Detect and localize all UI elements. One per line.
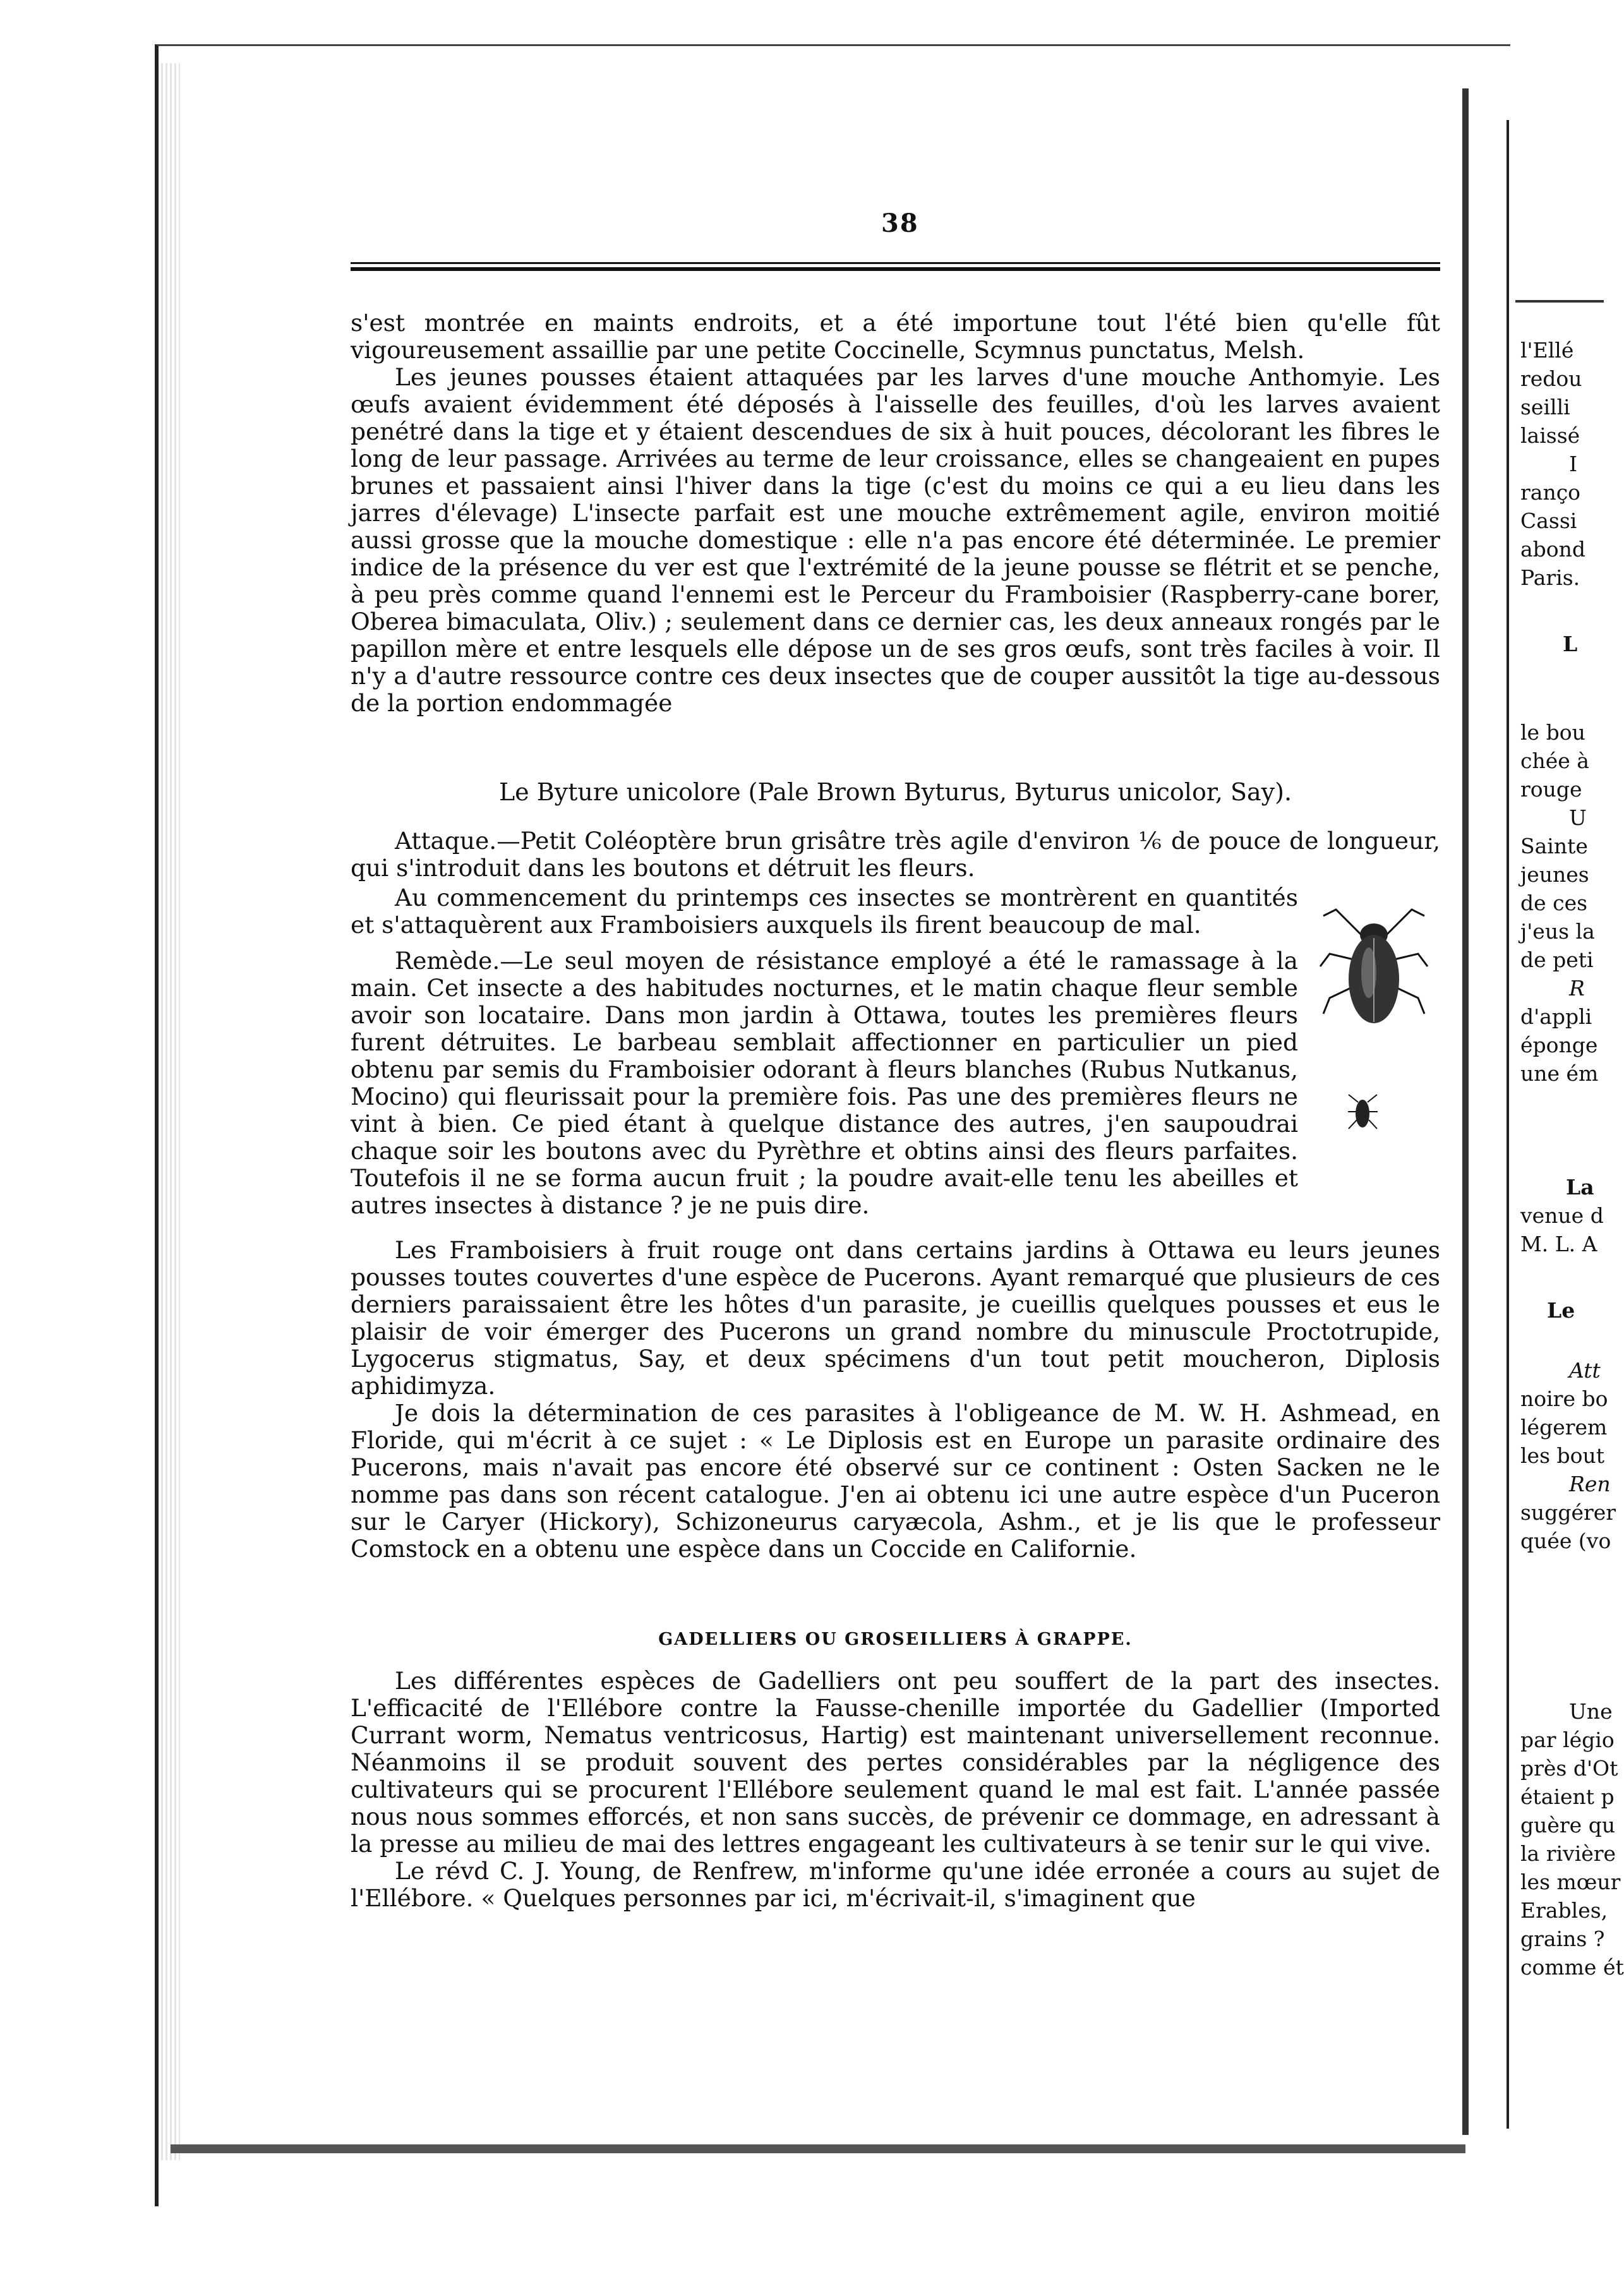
right-fragment: ranço xyxy=(1520,480,1581,505)
right-fragment: R xyxy=(1569,976,1585,1001)
section-intro xyxy=(351,310,1440,717)
gadelliers-block xyxy=(351,1668,1440,1912)
right-fragment: l'Ellé xyxy=(1520,338,1574,363)
right-fragment: les bout xyxy=(1520,1443,1605,1468)
right-fragment: j'eus la xyxy=(1520,919,1595,944)
right-fragment: La xyxy=(1566,1175,1594,1199)
paragraph-remede: Remède.—Le seul moyen de résistance employé a été le ramassage à la main. Cet insecte a des habitudes nocturnes, et le matin chaque fleur semble avoir son locataire. Dans mon jardin à Ottawa, toutes les premières fleurs furent détruites. Le barbeau semblait affectionner en particulier un pied obtenu par semis du Framboisier odorant à fleurs blanches (Rubus Nutkanus, Mocino) qui fleurissait pour la première fois. Pas une des premières fleurs ne vint à bien. Ce pied étant à quelque distance des autres, j'en saupoudrai chaque soir les boutons avec du Pyrèthre et obtins ainsi des fleurs parfaites. Toutefois il ne se forma aucun fruit ; la poudre avait-elle tenu les abeilles et autres insectes à distance ? je ne puis dire. xyxy=(351,947,1298,1219)
right-fragment: venue d xyxy=(1520,1203,1604,1228)
facing-page-rule xyxy=(1515,300,1604,303)
right-fragment: de peti xyxy=(1520,947,1594,972)
paragraph-gadelliers: Les différentes espèces de Gadelliers ont peu souffert de la part des insectes. L'efficacité de l'Ellébore contre la Fausse-chenille importée du Gadellier (Imported Currant worm, Nematus ventricosus, Hartig) est maintenant universellement reconnue. Néanmoins il se produit souvent des pertes considérables par la négligence des cultivateurs qui se procurent l'Ellébore seulement quand le mal est fait. L'année passée nous nous sommes efforcés, et non sans succès, de prévenir ce dommage, en adressant à la presse au milieu de mai des lettres engageant les cultivateurs à se tenir sur le qui vive. xyxy=(351,1667,1440,1858)
right-fragment: Paris. xyxy=(1520,565,1580,590)
right-fragment: Cassi xyxy=(1520,508,1577,533)
byture-attaque xyxy=(351,827,1440,882)
right-fragment: abond xyxy=(1520,537,1586,562)
right-fragment: Att xyxy=(1569,1358,1601,1383)
right-fragment: redou xyxy=(1520,366,1582,391)
page-right-edge xyxy=(1462,88,1469,2135)
right-fragment: M. L. A xyxy=(1520,1232,1597,1256)
paragraph-ashmead: Je dois la détermination de ces parasites à l'obligeance de M. W. H. Ashmead, en Floride, qui m'écrit à ce sujet : « Le Diplosis est en Europe un parasite ordinaire des Pucerons, mais n'avait pas encore été observé sur ce continent : Osten Sacken ne le nomme pas dans son récent catalogue. J'en ai obtenu ici une autre espèce d'un Puceron sur le Caryer (Hickory), Schizoneurus caryæcola, Ashm., et je lis que le professeur Comstock en a obtenu une espèce dans un Coccide en Californie. xyxy=(351,1399,1440,1563)
right-fragment: les mœur xyxy=(1520,1870,1621,1894)
right-fragment: suggérer xyxy=(1520,1500,1616,1525)
right-fragment: rouge xyxy=(1520,777,1582,802)
right-fragment: chée à xyxy=(1520,748,1589,773)
right-fragment: laissé xyxy=(1520,423,1580,448)
right-fragment: Erables, xyxy=(1520,1898,1608,1923)
right-fragment: comme ét xyxy=(1520,1955,1624,1980)
right-fragment: L xyxy=(1563,632,1578,656)
right-fragment: Sainte xyxy=(1520,834,1588,858)
beetle-illustration xyxy=(1311,897,1437,1036)
header-rule xyxy=(351,262,1440,271)
paragraph-anthomyie: Les jeunes pousses étaient attaquées par les larves d'une mouche Anthomyie. Les œufs avaient évidemment été déposés à l'aisselle des feuilles, d'où les larves avaient penétré dans la tige et y étaient descendues de six à huit pouces, décolorant les fibres le long de leur passage. Arrivées au terme de leur croissance, elles se changeaient en pupes brunes et passaient ainsi l'hiver dans la tige (c'est du moins ce qui a eu lieu dans les jarres d'élevage) L'insecte parfait est une mouche extrêmement agile, environ moitié aussi grosse que la mouche domestique : elle n'a pas encore été déterminée. Le premier indice de la présence du ver est que l'extrémité de la jeune pousse se flétrit et se penche, à peu près comme quand l'ennemi est le Perceur du Framboisier (Raspberry-cane borer, Oberea bimaculata, Oliv.) ; seulement dans ce dernier cas, les deux anneaux rongés par le papillon mère et entre lesquels elle dépose un de ses gros œufs, sont très faciles à voir. Il n'y a d'autre ressource contre ces deux insectes que de couper aussitôt la tige au-dessous de la portion endommagée xyxy=(351,363,1440,717)
right-fragment: près d'Ot xyxy=(1520,1756,1618,1781)
gadelliers-heading: GADELLIERS OU GROSEILLIERS À GRAPPE. xyxy=(658,1630,1133,1649)
right-fragment: Ren xyxy=(1569,1472,1611,1496)
right-fragment: U xyxy=(1569,805,1587,830)
right-fragment: guère qu xyxy=(1520,1813,1616,1837)
byture-wrap-block xyxy=(351,884,1298,939)
right-fragment: Une xyxy=(1569,1699,1613,1724)
right-fragment: d'appli xyxy=(1520,1004,1592,1029)
right-fragment: quée (vo xyxy=(1520,1529,1611,1553)
paragraph-young: Le révd C. J. Young, de Renfrew, m'informe qu'une idée erronée a cours au sujet de l'Ellébore. « Quelques personnes par ici, m'écrivait-il, s'imaginent que xyxy=(351,1857,1440,1912)
paragraph-continued: s'est montrée en maints endroits, et a été importune tout l'été bien qu'elle fût vigoureusement assaillie par une petite Coccinelle, Scymnus punctatus, Melsh. xyxy=(351,309,1440,364)
right-fragment: une ém xyxy=(1520,1061,1599,1086)
paragraph-printemps: Au commencement du printemps ces insectes se montrèrent en quantités et s'attaquèrent aux Framboisiers auxquels ils firent beaucoup de mal. xyxy=(351,884,1298,939)
right-fragment: Le xyxy=(1547,1298,1575,1323)
small-beetle-illustration xyxy=(1345,1090,1380,1134)
page-number: 38 xyxy=(881,208,919,238)
right-fragment: I xyxy=(1569,452,1578,476)
right-fragment: légerem xyxy=(1520,1415,1608,1440)
paragraph-attaque: Attaque.—Petit Coléoptère brun grisâtre très agile d'environ ⅙ de pouce de longueur, qui s'introduit dans les boutons et détruit les fleurs. xyxy=(351,827,1440,882)
right-fragment: grains ? xyxy=(1520,1926,1605,1951)
right-fragment: noire bo xyxy=(1520,1386,1608,1411)
pucerons-block xyxy=(351,1237,1440,1563)
right-fragment: par légio xyxy=(1520,1728,1615,1752)
paragraph-pucerons: Les Framboisiers à fruit rouge ont dans certains jardins à Ottawa eu leurs jeunes pousses toutes couvertes d'une espèce de Pucerons. Ayant remarqué que plusieurs de ces derniers paraissaient être les hôtes d'un parasite, je cueillis quelques pousses et eus le plaisir de voir émerger des Pucerons un grand nombre du minuscule Proctotrupide, Lygocerus stigmatus, Say, et deux spécimens d'un tout petit moucheron, Diplosis aphidimyza. xyxy=(351,1236,1440,1400)
right-fragment: la rivière xyxy=(1520,1841,1616,1866)
right-fragment: éponge xyxy=(1520,1033,1598,1057)
right-fragment: seilli xyxy=(1520,395,1570,419)
byture-remede-block xyxy=(351,947,1298,1219)
right-fragment: étaient p xyxy=(1520,1784,1615,1809)
byture-heading: Le Byture unicolore (Pale Brown Byturus, Byturus unicolor, Say). xyxy=(498,778,1292,806)
right-fragment: le bou xyxy=(1520,720,1585,745)
right-fragment: jeunes xyxy=(1520,862,1589,887)
facing-page-fragment xyxy=(1507,120,1624,2129)
page-bottom-edge xyxy=(171,2144,1465,2153)
right-fragment: de ces xyxy=(1520,891,1588,915)
